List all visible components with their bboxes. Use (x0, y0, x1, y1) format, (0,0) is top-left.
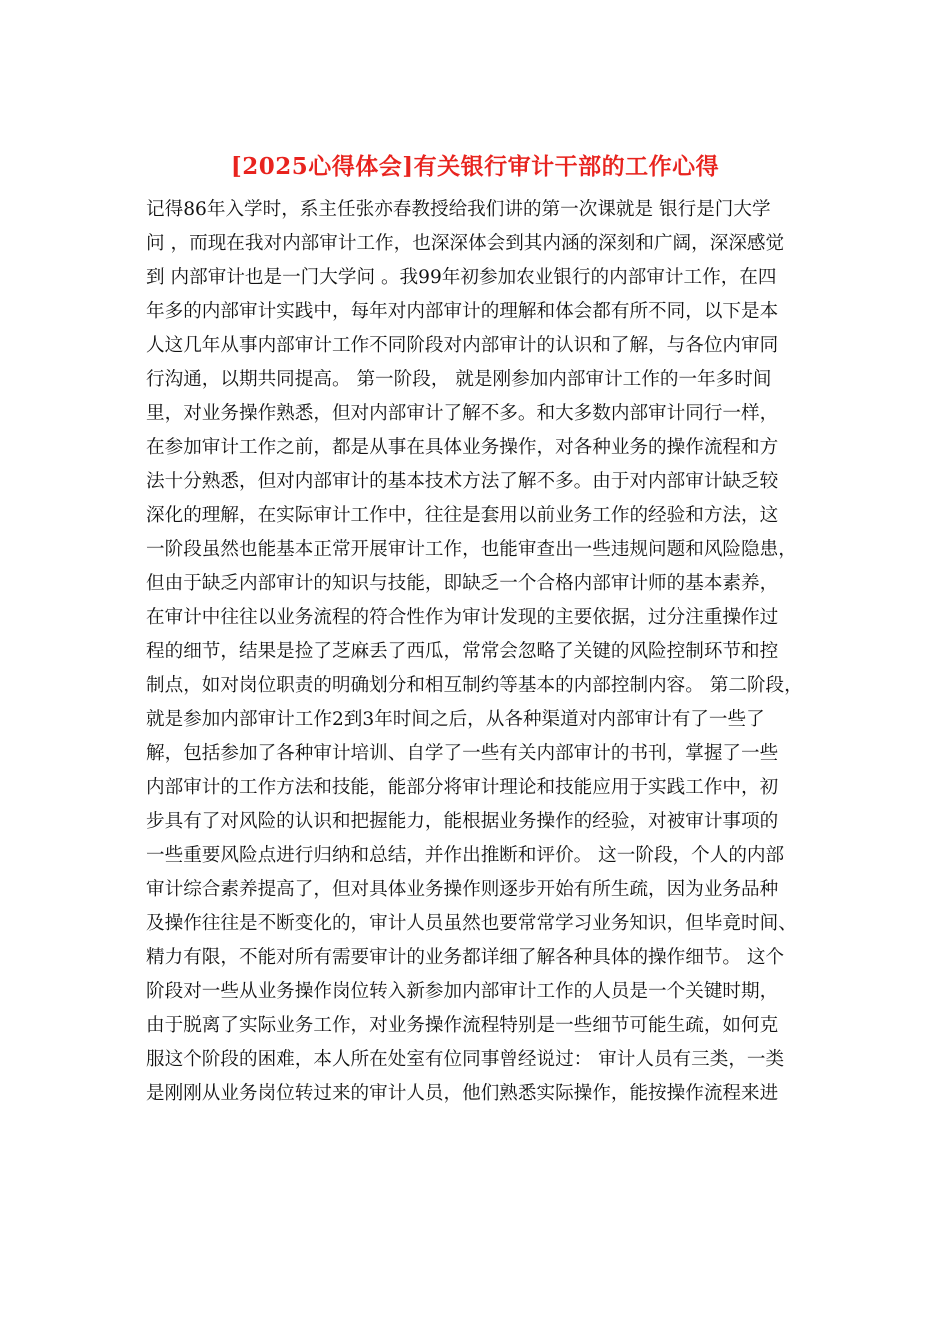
body-line: 解，包括参加了各种审计培训、自学了一些有关内部审计的书刊，掌握了一些 (146, 743, 779, 764)
body-line: 年多的内部审计实践中，每年对内部审计的理解和体会都有所不同，以下是本 (146, 301, 779, 322)
body-line: 但由于缺乏内部审计的知识与技能，即缺乏一个合格内部审计师的基本素养， (146, 573, 779, 594)
body-line: 就是参加内部审计工作2到3年时间之后，从各种渠道对内部审计有了一些了 (146, 709, 765, 730)
body-line: 审计综合素养提高了，但对具体业务操作则逐步开始有所生疏，因为业务品种 (146, 879, 779, 900)
body-line: 记得86年入学时，系主任张亦春教授给我们讲的第一次课就是 银行是门大学 (146, 199, 771, 220)
body-line: 是刚刚从业务岗位转过来的审计人员，他们熟悉实际操作，能按操作流程来进 (146, 1083, 779, 1104)
document-title: [2025心得体会]有关银行审计干部的工作心得 (230, 153, 720, 180)
body-line: 在审计中往往以业务流程的符合性作为审计发现的主要依据，过分注重操作过 (146, 607, 779, 628)
body-line: 及操作往往是不断变化的，审计人员虽然也要常常学习业务知识，但毕竟时间、 (146, 913, 797, 934)
body-line: 人这几年从事内部审计工作不同阶段对内部审计的认识和了解，与各位内审同 (146, 335, 779, 356)
body-line: 在参加审计工作之前，都是从事在具体业务操作，对各种业务的操作流程和方 (146, 437, 779, 458)
body-line: 内部审计的工作方法和技能，能部分将审计理论和技能应用于实践工作中，初 (146, 777, 779, 798)
body-line: 到 内部审计也是一门大学问 。我99年初参加农业银行的内部审计工作，在四 (146, 267, 777, 288)
body-line: 服这个阶段的困难，本人所在处室有位同事曾经说过： 审计人员有三类，一类 (146, 1049, 785, 1070)
body-line: 问 ，而现在我对内部审计工作，也深深体会到其内涵的深刻和广阔，深深感觉 (146, 233, 785, 254)
body-line: 深化的理解，在实际审计工作中，往往是套用以前业务工作的经验和方法，这 (146, 505, 779, 526)
body-line: 阶段对一些从业务操作岗位转入新参加内部审计工作的人员是一个关键时期， (146, 981, 779, 1002)
body-line: 一些重要风险点进行归纳和总结，并作出推断和评价。 这一阶段，个人的内部 (146, 845, 785, 866)
body-line: 步具有了对风险的认识和把握能力，能根据业务操作的经验，对被审计事项的 (146, 811, 779, 832)
body-line: 一阶段虽然也能基本正常开展审计工作，也能审查出一些违规问题和风险隐患， (146, 539, 797, 560)
body-line: 行沟通，以期共同提高。 第一阶段， 就是刚参加内部审计工作的一年多时间 (146, 369, 772, 390)
body-line: 制点，如对岗位职责的明确划分和相互制约等基本的内部控制内容。 第二阶段， (146, 675, 803, 696)
document-body (146, 193, 826, 1111)
body-line: 精力有限，不能对所有需要审计的业务都详细了解各种具体的操作细节。 这个 (146, 947, 785, 968)
body-line: 法十分熟悉，但对内部审计的基本技术方法了解不多。由于对内部审计缺乏较 (146, 471, 779, 492)
body-line: 程的细节，结果是捡了芝麻丢了西瓜，常常会忽略了关键的风险控制环节和控 (146, 641, 779, 662)
body-line: 里，对业务操作熟悉，但对内部审计了解不多。和大多数内部审计同行一样， (146, 403, 779, 424)
body-line: 由于脱离了实际业务工作，对业务操作流程特别是一些细节可能生疏，如何克 (146, 1015, 779, 1036)
